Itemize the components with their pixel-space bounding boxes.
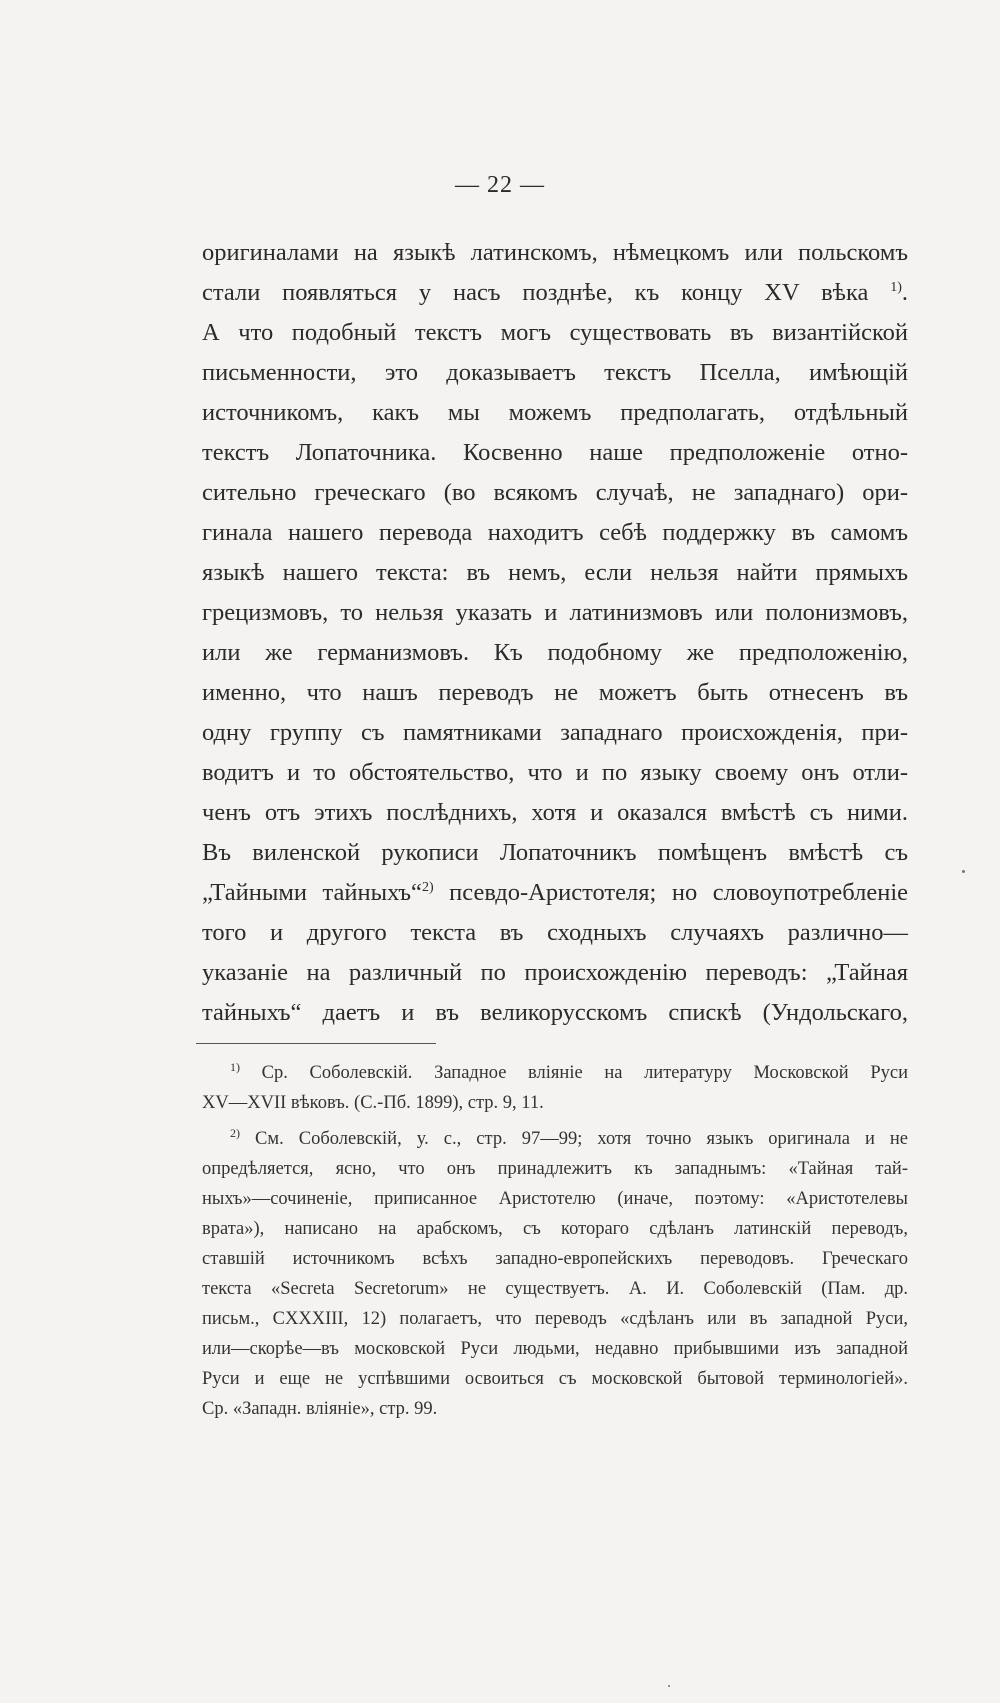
footnote-line: Руси и еще не успѣвшими освоиться съ московской бытовой терминологіей». <box>202 1369 908 1389</box>
footnote-marker: 1) <box>230 1059 240 1074</box>
text-line: водитъ и то обстоятельство, что и по языку своему онъ отли- <box>202 759 908 786</box>
text-line: тайныхъ“ даетъ и въ великорусскомъ спискѣ (Ундольскаго, <box>202 999 908 1026</box>
footnote-divider <box>196 1043 436 1044</box>
text-segment: „Тайными тайныхъ“ <box>202 879 422 906</box>
footnote-line: опредѣляется, ясно, что онъ принадлежитъ къ западнымъ: «Тайная тай- <box>202 1159 908 1179</box>
text-line: языкѣ нашего текста: въ немъ, если нельзя найти прямыхъ <box>202 559 908 586</box>
footnote-line: текста «Secreta Secretorum» не существуетъ. А. И. Соболевскій (Пам. др. <box>202 1279 908 1299</box>
text-segment: стали появляться у насъ позднѣе, къ концу XV вѣка <box>202 279 869 306</box>
footnote-2 <box>202 1124 908 1424</box>
text-line: указаніе на различный по происхожденію переводъ: „Тайная <box>202 959 908 986</box>
text-line: Въ виленской рукописи Лопаточникъ помѣщенъ вмѣстѣ съ <box>202 839 908 866</box>
footnote-line: Ср. «Западн. вліяніе», стр. 99. <box>202 1399 438 1419</box>
page-number: — 22 — <box>455 172 545 198</box>
footnote-line <box>202 1124 908 1154</box>
footnote-line: письм., CXXXIII, 12) полагаетъ, что переводъ «сдѣланъ или въ западной Руси, <box>202 1309 908 1329</box>
footnote-line: XV—XVII вѣковъ. (С.-Пб. 1899), стр. 9, 11. <box>202 1093 544 1113</box>
text-segment: . <box>901 279 908 306</box>
footnote-ref-2[interactable]: 2) <box>421 879 434 895</box>
text-line: А что подобный текстъ могъ существовать въ византійской <box>202 319 908 346</box>
text-line: грецизмовъ, то нельзя указать и латинизмовъ или полонизмовъ, <box>202 599 908 626</box>
text-line <box>202 873 908 913</box>
text-line: или же германизмовъ. Къ подобному же предположенію, <box>202 639 908 666</box>
text-line: источникомъ, какъ мы можемъ предполагать, отдѣльный <box>202 399 908 426</box>
text-line: сительно греческаго (во всякомъ случаѣ, не западнаго) ори- <box>202 479 908 506</box>
text-line: именно, что нашъ переводъ не можетъ быть отнесенъ въ <box>202 679 908 706</box>
text-segment: Ср. Соболевскій. Западное вліяніе на литературу Московской Руси <box>261 1063 908 1083</box>
footnote-line: или—скорѣе—въ московской Руси людьми, недавно прибывшими изъ западной <box>202 1339 908 1359</box>
footnote-1 <box>202 1058 908 1118</box>
text-segment: См. Соболевскій, у. с., стр. 97—99; хотя точно языкъ оригинала и не <box>255 1129 908 1149</box>
text-line: письменности, это доказываетъ текстъ Пселла, имѣющій <box>202 359 908 386</box>
footnote-line <box>202 1058 908 1088</box>
footnote-line: ныхъ»—сочиненіе, приписанное Аристотелю (иначе, поэтому: «Аристотелевы <box>202 1189 908 1209</box>
footnote-marker: 2) <box>230 1125 240 1140</box>
footnote-line: ставшій источникомъ всѣхъ западно-европейскихъ переводовъ. Греческаго <box>202 1249 908 1269</box>
footnote-ref-1[interactable]: 1) <box>890 279 902 295</box>
footnote-line: врата»), написано на арабскомъ, съ котораго сдѣланъ латинскій переводъ, <box>202 1219 908 1239</box>
text-line: гинала нашего перевода находитъ себѣ поддержку въ самомъ <box>202 519 908 546</box>
text-line: того и другого текста въ сходныхъ случаяхъ различно— <box>202 919 908 946</box>
text-line <box>202 273 908 313</box>
text-segment: псевдо-Аристотеля; но словоупотребленіе <box>449 879 908 906</box>
paper-speck <box>962 870 965 873</box>
paper-speck <box>668 1685 670 1687</box>
text-line: одну группу съ памятниками западнаго происхожденія, при- <box>202 719 908 746</box>
text-line: оригиналами на языкѣ латинскомъ, нѣмецкомъ или польскомъ <box>202 239 908 266</box>
text-line: текстъ Лопаточника. Косвенно наше предположеніе отно- <box>202 439 908 466</box>
text-line: ченъ отъ этихъ послѣднихъ, хотя и оказался вмѣстѣ съ ними. <box>202 799 908 826</box>
main-text <box>202 233 908 1033</box>
footnotes <box>202 1058 908 1430</box>
